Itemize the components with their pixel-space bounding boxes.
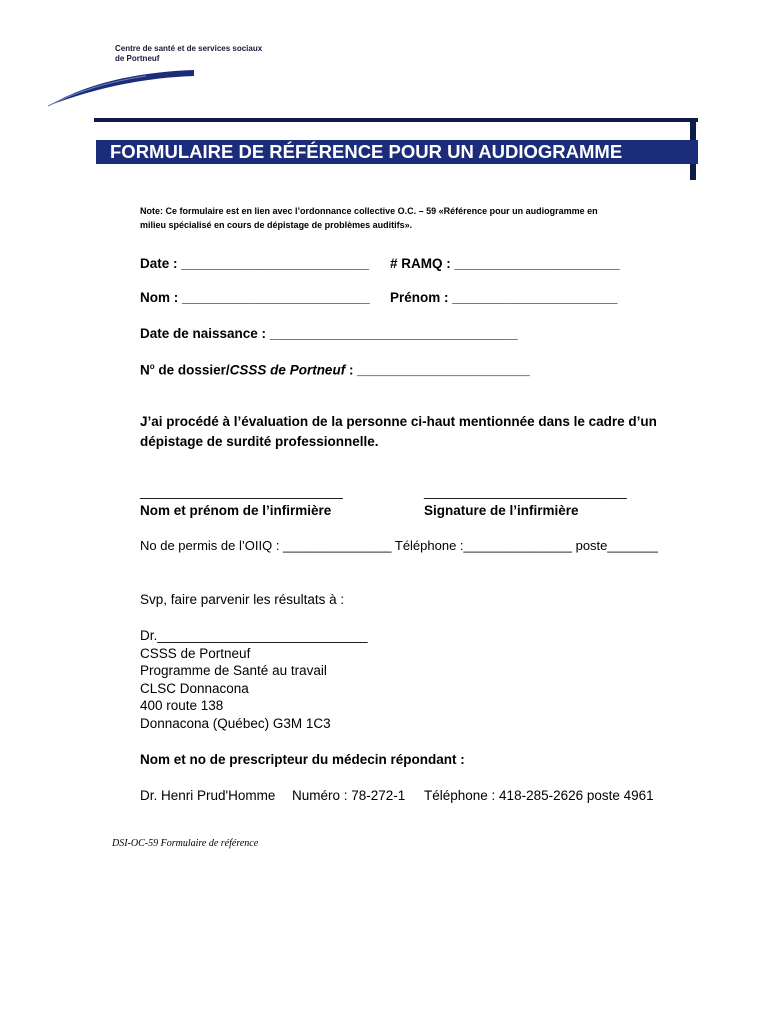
- address-line5: Donnacona (Québec) G3M 1C3: [140, 716, 331, 731]
- document-footer: DSI-OC-59 Formulaire de référence: [112, 838, 259, 849]
- address-line2: Programme de Santé au travail: [140, 663, 327, 678]
- form-note: [140, 204, 640, 232]
- permit-line[interactable]: No de permis de l’OIIQ : _______________ Téléphone :_______________ poste_______: [140, 538, 659, 553]
- address-line1: CSSS de Portneuf: [140, 646, 251, 661]
- form-title: FORMULAIRE DE RÉFÉRENCE POUR UN AUDIOGRAMME: [96, 140, 698, 164]
- dossier-sup: o: [149, 362, 155, 371]
- prescriber-number: Numéro : 78-272-1: [292, 788, 406, 803]
- note-line2: milieu spécialisé en cours de dépistage de problèmes auditifs».: [140, 220, 413, 230]
- ramq-field[interactable]: # RAMQ : ______________________: [390, 256, 620, 271]
- declaration-line2: dépistage de surdité professionnelle.: [140, 434, 379, 449]
- prescriber-phone: Téléphone : 418-285-2626 poste 4961: [424, 788, 654, 803]
- date-field[interactable]: Date : _________________________: [140, 256, 369, 271]
- dossier-mid: de dossier/: [154, 362, 230, 378]
- nurse-signature-line[interactable]: ___________________________: [424, 484, 627, 499]
- dossier-suffix: : _______________________: [345, 362, 530, 378]
- prenom-field[interactable]: Prénom : ______________________: [390, 290, 618, 305]
- address-dr-line[interactable]: Dr.____________________________: [140, 628, 368, 643]
- note-line1: Note: Ce formulaire est en lien avec l’ordonnance collective O.C. – 59 «Référence pour un audiogramme en: [140, 206, 598, 216]
- declaration-paragraph: [140, 412, 660, 452]
- address-line3: CLSC Donnacona: [140, 681, 249, 696]
- nurse-name-label: Nom et prénom de l’infirmière: [140, 503, 332, 518]
- send-results-text: Svp, faire parvenir les résultats à :: [140, 592, 345, 607]
- declaration-line1: J’ai procédé à l’évaluation de la personne ci-haut mentionnée dans le cadre d’un: [140, 414, 657, 429]
- logo-text-line1: Centre de santé et de services sociaux: [115, 44, 263, 53]
- dossier-field[interactable]: [140, 362, 530, 378]
- naissance-field[interactable]: Date de naissance : _________________________________: [140, 326, 518, 341]
- prescriber-heading: Nom et no de prescripteur du médecin répondant :: [140, 752, 465, 767]
- nurse-signature-label: Signature de l’infirmière: [424, 503, 579, 518]
- nom-field[interactable]: Nom : _________________________: [140, 290, 370, 305]
- prescriber-name: Dr. Henri Prud'Homme: [140, 788, 276, 803]
- address-line4: 400 route 138: [140, 698, 224, 713]
- dossier-prefix: N: [140, 362, 150, 378]
- dossier-italic: CSSS de Portneuf: [229, 362, 346, 378]
- logo-text-line2: de Portneuf: [115, 54, 160, 63]
- nurse-name-line[interactable]: ___________________________: [140, 484, 343, 499]
